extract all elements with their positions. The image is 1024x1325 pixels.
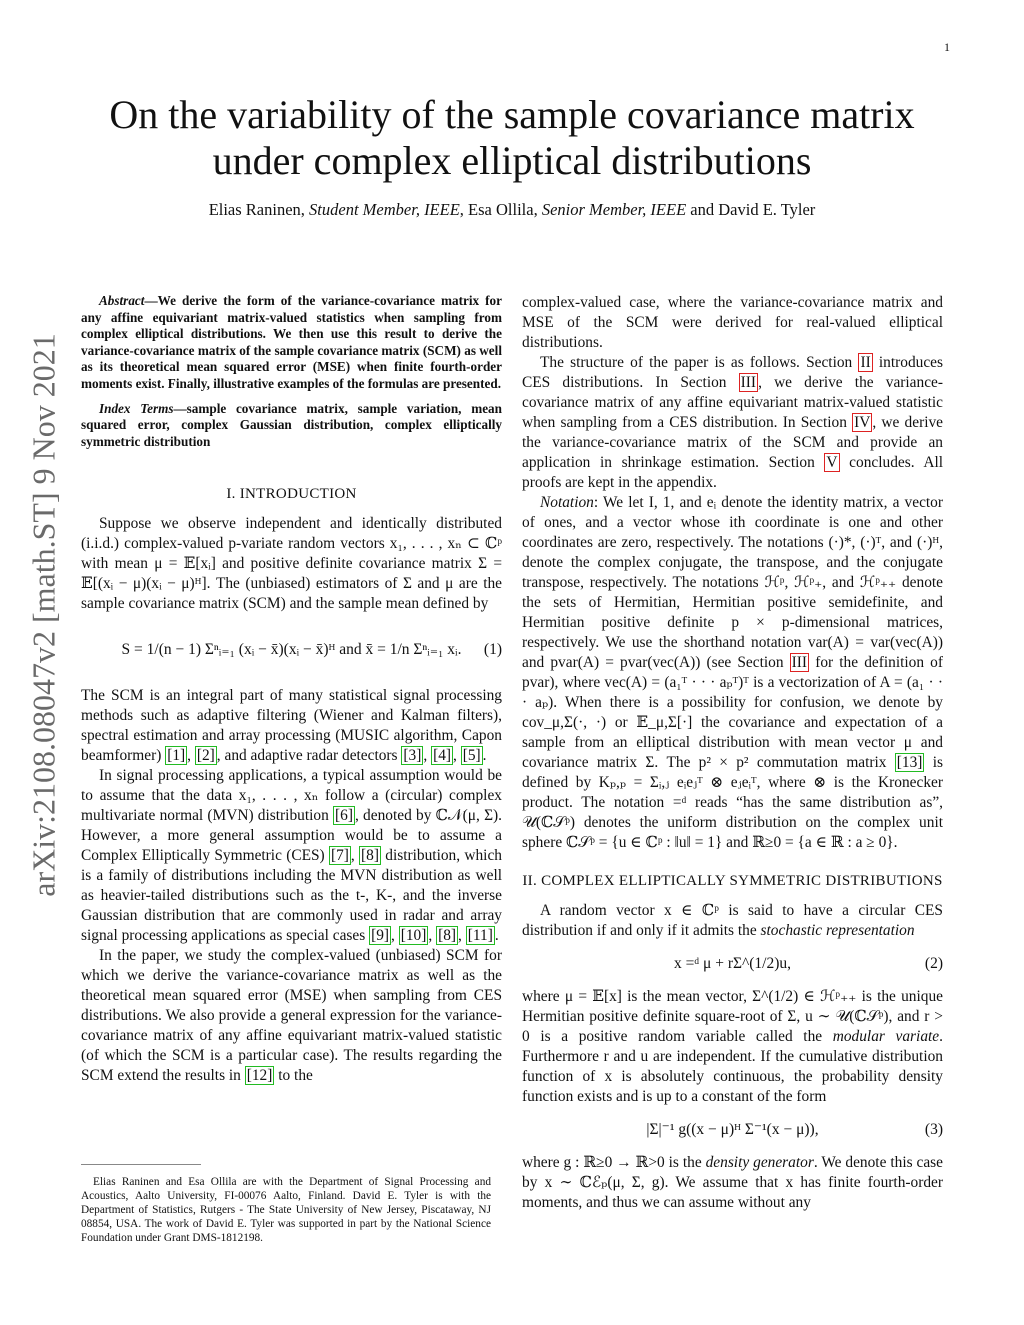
text-span: to the: [274, 1067, 313, 1085]
equation-2: [522, 951, 943, 977]
ces-paragraph-1: [522, 901, 943, 941]
text-italic: modular variate: [832, 1028, 940, 1045]
citation-link[interactable]: [10]: [400, 927, 427, 945]
section-link[interactable]: II: [860, 354, 871, 371]
heading-first: I: [239, 486, 246, 503]
text-span: where g : ℝ≥0 → ℝ>0 is the: [522, 1154, 706, 1171]
section-link[interactable]: III: [740, 374, 757, 391]
citation-link[interactable]: [13]: [896, 754, 923, 771]
heading-first: C: [541, 873, 552, 889]
text-span: .: [482, 747, 487, 765]
text-span: ,: [453, 747, 461, 765]
ces-paragraph-2: [522, 987, 943, 1107]
text-italic: stochastic representation: [760, 922, 915, 939]
citation-link[interactable]: [11]: [467, 927, 493, 945]
citation-link[interactable]: [8]: [361, 847, 379, 865]
index-terms-text: —sample covariance matrix, sample variation, mean squared error, complex Gaussian distribution, complex elliptically symmetric distribution: [81, 400, 502, 449]
text-span: In signal processing applications, a typical assumption would be to assume that the data x₁, . . . , xₙ follow a (circular) complex multivariate normal (MVN) distribution: [81, 767, 502, 825]
author-1-role: Student Member, IEEE: [309, 200, 460, 219]
text-span: , we derive the variance-covariance matrix of the SCM and provide an application in shrinkage estimation. Section: [522, 414, 943, 471]
text-span: ,: [187, 747, 195, 765]
intro-paragraph-3: [81, 766, 502, 946]
text-span: distribution, which is a family of distributions including the MVN distribution as well as heavier-tailed distributions such as the t-, K-, and the inverse Gaussian distribution that are commonly used in radar and array signal processing applications as special cases: [81, 847, 502, 945]
author-2-name: , Esa Ollila,: [459, 200, 538, 219]
notation-lead: Notation: [540, 494, 594, 511]
equation-1: [81, 624, 502, 676]
equation-2-body: x =ᵈ μ + rΣ^(1/2)u,: [673, 955, 792, 972]
text-span: , denoted by ℂ𝒩(μ, Σ). However, a more general assumption would be to assume a Complex Elliptically Symmetric (CES): [81, 807, 502, 865]
citation-link[interactable]: [8]: [438, 927, 457, 945]
heading-rest: OMPLEX ELLIPTICALLY SYMMETRIC DISTRIBUTIONS: [551, 873, 943, 889]
page-number: 1: [944, 40, 950, 54]
section-heading-ces: [522, 871, 943, 891]
text-span: is defined by Kₚ,ₚ = Σᵢ,ⱼ eᵢeⱼᵀ ⊗ eⱼeᵢᵀ, where ⊗ is the Kronecker product. The notation =ᵈ reads “has the same distribution as”, 𝒰(ℂ𝒮ᵖ) denotes the uniform distribution on the complex unit sphere ℂ𝒮ᵖ = {u ∈ ℂᵖ : ‖u‖ = 1} and ℝ≥0 = {a ∈ ℝ : a ≥ 0}.: [522, 754, 943, 851]
text-italic: density generator: [705, 1154, 814, 1171]
citation-link[interactable]: [9]: [371, 927, 390, 945]
author-3-name: and David E. Tyler: [690, 200, 816, 219]
text-span: ,: [428, 927, 437, 945]
citation-link[interactable]: [12]: [246, 1067, 273, 1085]
equation-1-body: S = 1/(n − 1) Σⁿᵢ₌₁ (xᵢ − x̄)(xᵢ − x̄)ᴴ and x̄ = 1/n Σⁿᵢ₌₁ xᵢ.: [121, 641, 462, 659]
text-span: A random vector x ∈ ℂᵖ is said to have a circular CES distribution if and only if it admits the: [522, 902, 943, 939]
text-span: : We let I, 1, and eᵢ denote the identity matrix, a vector of ones, and a vector whose ith coordinate is one and other coordinates are zero, respectively. The notations (·)*, (·)ᵀ, and (·)ᴴ, denote the complex conjugate, the transpose, and the conjugate transpose, respectively. The notations ℋᵖ, ℋᵖ₊, and ℋᵖ₊₊ denote the sets of Hermitian, Hermitian positive semidefinite, and Hermitian positive definite p × p-dimensional matrices, respectively. We use the shorthand notation var(A) = var(vec(A)) and pvar(A) = pvar(vec(A)) (see Section: [522, 494, 943, 671]
text-span: concludes. All proofs are kept in the appendix.: [522, 454, 943, 491]
footnote-rule: [81, 1164, 201, 1165]
arxiv-identifier[interactable]: arXiv:2108.08047v2 [math.ST] 9 Nov 2021: [25, 333, 62, 897]
section-link[interactable]: V: [826, 454, 838, 471]
citation-link[interactable]: [1]: [167, 747, 186, 765]
text-span: ,: [391, 927, 399, 945]
section-heading-introduction: [81, 484, 502, 504]
text-span: ,: [423, 747, 432, 765]
continued-paragraph: complex-valued case, where the variance-covariance matrix and MSE of the SCM were derived for real-valued elliptical distributions.: [522, 294, 943, 351]
equation-2-number: (2): [924, 955, 943, 972]
equation-3-number: (3): [924, 1121, 943, 1138]
heading-num: I.: [226, 486, 240, 503]
abstract: [81, 293, 502, 393]
index-terms: [81, 401, 502, 451]
notation-paragraph: [522, 493, 943, 853]
equation-3-body: |Σ|⁻¹ g((x − μ)ᴴ Σ⁻¹(x − μ)),: [646, 1121, 819, 1138]
citation-link[interactable]: [3]: [403, 747, 422, 765]
right-column: [522, 293, 943, 1213]
equation-1-number: (1): [483, 641, 502, 659]
citation-link[interactable]: [4]: [433, 747, 452, 765]
heading-num: II.: [522, 873, 542, 889]
paper-title: [80, 92, 944, 184]
equation-3: [522, 1117, 943, 1143]
abstract-lead: Abstract: [99, 293, 145, 308]
text-span: for the definition of pvar), where vec(A) = (a₁ᵀ · · · aₚᵀ)ᵀ is a vectorization of A = (a₁ · · · aₚ). When there is a possibility for confusion, we denote by cov_μ,Σ(·, ·) or 𝔼_μ,Σ[·] the covariance and expectation of a sample from an elliptical distribution with mean vector μ and covariance matrix Σ. The p² × p² commutation matrix: [522, 654, 943, 771]
title-line-1: On the variability of the sample covariance matrix: [109, 92, 915, 137]
index-terms-lead: Index Terms: [99, 400, 174, 416]
text-span: . We denote this case by x ∼ ℂℰₚ(μ, Σ, g). We assume that x has finite fourth-order moments, and thus we can assume without any: [522, 1154, 943, 1211]
citation-link[interactable]: [7]: [330, 847, 349, 865]
text-span: The SCM is an integral part of many statistical signal processing methods such as adaptive filtering (Wiener and Kalman filters), spectral estimation and array processing (MUSIC algorithm, Capon beamformer): [81, 687, 502, 765]
text-span: . Furthermore r and u are independent. If the cumulative distribution function of x is absolutely continuous, the probability density function exists and is up to a constant of the form: [522, 1028, 943, 1105]
author-1-name: Elias Raninen,: [208, 200, 305, 219]
abstract-text: —We derive the form of the variance-covariance matrix for any affine equivariant matrix-valued statistics when sampling from complex elliptical distributions. We then use this result to derive the variance-covariance matrix of the sample covariance matrix (SCM) as well as its theoretical mean squared error (MSE) when finite fourth-order moments exist. Finally, illustrative examples of the formulas are presented.: [81, 293, 502, 391]
intro-paragraph-4: [81, 946, 502, 1086]
text-span: introduces CES distributions. In Section: [522, 354, 943, 391]
text-span: , and adaptive radar detectors: [216, 747, 402, 765]
text-span: where μ = 𝔼[x] is the mean vector, Σ^(1/2) ∈ ℋᵖ₊₊ is the unique Hermitian positive definite square-root of Σ, u ∼ 𝒰(ℂ𝒮ᵖ), and r > 0 is a positive random variable called the: [522, 988, 943, 1045]
author-2-role: Senior Member, IEEE: [541, 200, 687, 219]
section-link[interactable]: IV: [854, 414, 871, 431]
citation-link[interactable]: [6]: [335, 807, 353, 825]
author-affiliation-footnote: Elias Raninen and Esa Ollila are with the Department of Signal Processing and Acoustics, Aalto University, FI-00076 Aalto, Finland. David E. Tyler is with the Department of Statistics, Rutgers - The State University of New Jersey, Piscataway, NJ 08854, USA. The work of David E. Tyler was supported in part by the National Science Foundation under Grant DMS-1812198.: [81, 1176, 491, 1244]
text-span: , we derive the variance-covariance matrix of any affine equivariant matrix-valued statistic when sampling from a CES distribution. In Section: [522, 374, 943, 431]
author-list: [80, 200, 944, 220]
left-column: [81, 293, 502, 1086]
intro-paragraph-2: [81, 686, 502, 766]
structure-paragraph: [522, 353, 943, 493]
text-span: The structure of the paper is as follows. Section: [540, 354, 859, 371]
ces-paragraph-3: [522, 1153, 943, 1213]
citation-link[interactable]: [2]: [196, 747, 215, 765]
title-line-2: under complex elliptical distributions: [212, 138, 812, 183]
text-span: ,: [350, 847, 360, 865]
text-span: ,: [458, 927, 466, 945]
intro-paragraph-1: Suppose we observe independent and identically distributed (i.i.d.) complex-valued p-variate random vectors x₁, . . . , xₙ ⊂ ℂᵖ with mean μ = 𝔼[xᵢ] and positive definite covariance matrix Σ = 𝔼[(xᵢ − μ)(xᵢ − μ)ᴴ]. The (unbiased) estimators of Σ and μ are the sample covariance matrix (SCM) and the sample mean defined by: [81, 515, 502, 613]
text-span: .: [494, 927, 499, 945]
text-span: In the paper, we study the complex-valued (unbiased) SCM for which we derive the variance-covariance matrix as well as the theoretical mean squared error (MSE) when sampling from CES distributions. We also provide a general expression for the variance-covariance matrix of any affine equivariant matrix-valued statistic (of which the SCM is a particular case). The results regarding the SCM extend the results in: [81, 947, 502, 1085]
heading-rest: NTRODUCTION: [245, 486, 357, 503]
section-link[interactable]: III: [791, 654, 808, 671]
citation-link[interactable]: [5]: [462, 747, 481, 765]
